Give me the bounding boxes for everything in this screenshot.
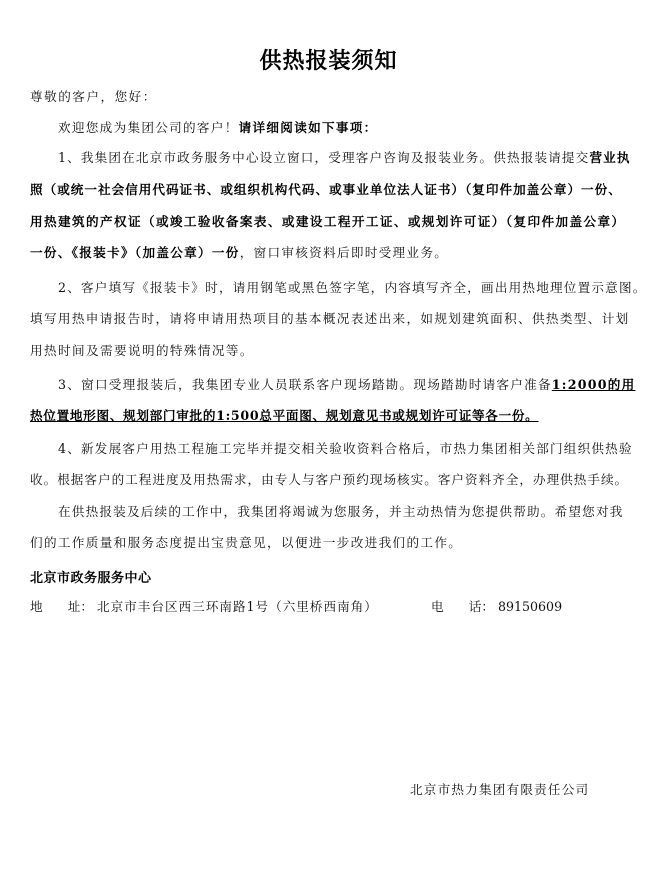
item-1-line-3: 用热建筑的产权证（或竣工验收备案表、或建设工程开工证、或规划许可证）（复印件加盖公章）	[30, 214, 626, 229]
closing-line-2: 们的工作质量和服务态度提出宝贵意见，以便进一步改进我们的工作。	[30, 535, 463, 550]
phone-value: 89150609	[497, 599, 563, 614]
service-center-heading: 北京市政务服务中心	[30, 571, 152, 586]
item-1-text-2: ，窗口审核资料后即时受理业务。	[239, 245, 449, 260]
contact-row	[30, 596, 562, 615]
address-label: 地 址：	[30, 599, 93, 614]
item-1-line-1	[58, 150, 657, 166]
welcome-paragraph	[58, 120, 657, 136]
item-2-line-2: 填写用热申请报告时，请将申请用热项目的基本概况表述出来，如规划建筑面积、供热类型、计划	[30, 311, 630, 326]
greeting: 尊敬的客户，您好：	[30, 89, 157, 104]
item-3-line-1	[58, 377, 657, 393]
item-3-text: 3、窗口受理报装后，我集团专业人员联系客户现场踏勘。现场踏勘时请客户准备	[58, 377, 552, 392]
closing-line-1: 在供热报装及后续的工作中，我集团将竭诚为您服务，并主动热情为您提供帮助。希望您对我	[58, 504, 624, 519]
address-value: 北京市丰台区西三环南路1号（六里桥西南角）	[96, 599, 378, 614]
item-2-line-3: 用热时间及需要说明的特殊情况等。	[30, 343, 254, 358]
document-title: 供热报装须知	[259, 49, 398, 74]
item-3-line-2: 热位置地形图、规划部门审批的1:500总平面图、规划意见书或规划许可证等各一份。	[30, 408, 539, 423]
item-4-line-1: 4、新发展客户用热工程施工完毕并提交相关验收资料合格后，市热力集团相关部门组织供热验	[58, 441, 633, 456]
phone-label: 电 话：	[431, 599, 494, 614]
welcome-text: 欢迎您成为集团公司的客户！	[58, 120, 239, 135]
item-4-line-2: 收。根据客户的工程进度及用热需求，由专人与客户预约现场核实。客户资料齐全，办理供热手续。	[30, 472, 629, 487]
company-signature: 北京市热力集团有限责任公司	[410, 782, 590, 797]
item-1-bold-text: 营业执	[589, 150, 631, 165]
item-3-underlined-text: 1:2000的用	[551, 377, 636, 392]
welcome-instruction: 请详细阅读如下事项：	[238, 120, 378, 135]
item-1-text: 1、我集团在北京市政务服务中心设立窗口，受理客户咨询及报装业务。供热报装请提交	[58, 150, 590, 165]
item-1-bold-text-2: 一份、《报装卡》（加盖公章）一份	[30, 245, 240, 260]
item-1-line-2: 照（或统一社会信用代码证书、或组织机构代码、或事业单位法人证书）（复印件加盖公章）一份、	[30, 182, 622, 197]
item-2-line-1: 2、客户填写《报装卡》时，请用钢笔或黑色签字笔，内容填写齐全，画出用热地理位置示意图。	[58, 280, 647, 295]
item-1-line-4	[30, 245, 630, 261]
